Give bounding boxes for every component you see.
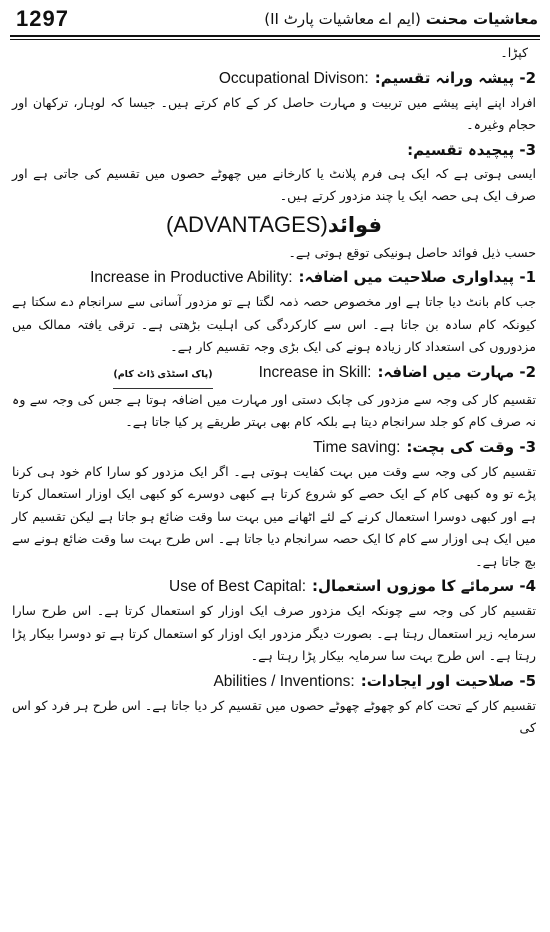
- heading-english: Time saving:: [313, 438, 401, 456]
- book-title: معاشیات محنت: [425, 10, 538, 28]
- intro-line: کپڑا۔: [500, 45, 528, 60]
- advantages-title-english: (ADVANTAGES): [166, 211, 328, 237]
- book-subtitle: (ایم اے معاشیات پارٹ II): [264, 10, 421, 28]
- heading-urdu: 1- پیداواری صلاحیت میں اضافہ:: [298, 268, 536, 286]
- header-rule: [10, 35, 540, 37]
- heading-urdu: 2- پیشہ ورانہ تقسیم:: [374, 68, 536, 87]
- heading-productive-ability: [12, 264, 536, 291]
- heading-english: Increase in Productive Ability:: [90, 269, 293, 286]
- heading-english: Occupational Divison:: [218, 69, 369, 87]
- paragraph-time-saving: تقسیم کار کی وجہ سے وقت میں بہت کفایت ہوتی ہے۔ اگر ایک مزدور کو سارا کام خود ہی کرنا پڑے تو وہ کبھی کام کے ایک حصے کو شروع کرتا ہے کبھی دوسرے کو کبھی ایک اوزار استعمال کرتا ہے اور کبھی دوسرا استعمال کرنے کے لئے اٹھانے میں بہت سا وقت ضائع ہو جاتا ہے لیکن تقسیم کار میں ایک ہی اوزار سے کام کا ایک حصہ سرانجام دیا جاتا ہے۔ اس طرح بہت سا وقت ضائع ہونے سے بچ جاتا ہے۔: [12, 463, 536, 569]
- heading-best-capital: [12, 573, 536, 600]
- paragraph-complex-division: ایسی ہوتی ہے کہ ایک ہی فرم پلانٹ یا کارخانے میں چھوٹے حصوں میں تقسیم کی جاتی ہے اور صرف ایک ہی حصہ ایک یا چند مزدور کرتے ہیں۔: [12, 165, 536, 203]
- page-number: 1297: [16, 6, 69, 31]
- advantages-intro: حسب ذیل فوائد حاصل ہونیکی توقع ہوتی ہے۔: [288, 244, 536, 260]
- heading-occupational-division: [12, 65, 536, 92]
- heading-urdu: 5- صلاحیت اور ایجادات:: [360, 671, 536, 690]
- paragraph-skill: تقسیم کار کی وجہ سے مزدور کی چابک دستی اور مہارت میں اضافہ ہوتا ہے جس کی وجہ سے وہ نہ صرف کام کو جلد سرانجام دیتا ہے بلکہ کام بھی بہتر طریقے پر کیا جاتا ہے۔: [12, 391, 536, 429]
- heading-urdu: 2- مہارت میں اضافہ:: [377, 362, 536, 381]
- heading-complex-division: [12, 137, 536, 163]
- header-rule-thin: [10, 39, 540, 40]
- heading-skill: [12, 359, 536, 389]
- paragraph-best-capital: تقسیم کار کی وجہ سے چونکہ ایک مزدور صرف ایک اوزار کو استعمال کرتا ہے۔ اس طرح سارا سرمایہ زیر استعمال رہتا ہے۔ بصورت دیگر مزدور ایک اوزار کو استعمال کرتا ہے تو دوسرا بیکار پڑا رہتا ہے۔ اس طرح بہت سا سرمایہ بیکار پڑا رہتا ہے۔: [12, 603, 536, 663]
- website-stamp: (پاک اسٹڈی ڈاٹ کام): [113, 362, 212, 389]
- page-content: [12, 42, 536, 740]
- heading-english: Abilities / Inventions:: [213, 672, 355, 690]
- page-header: [10, 4, 540, 38]
- advantages-title: [12, 208, 536, 242]
- heading-english: Increase in Skill:: [258, 363, 372, 381]
- paragraph-occupational-division: افراد اپنے اپنے پیشے میں تربیت و مہارت حاصل کر کے کام کرتے ہیں۔ جیسا کہ لوہار، ترکھان اور حجام وغیرہ۔: [12, 94, 536, 132]
- heading-abilities-inventions: [12, 668, 536, 695]
- paragraph-productive-ability: جب کام بانٹ دیا جاتا ہے اور مخصوص حصہ ذمہ لگتا ہے تو مزدور آسانی سے سرانجام دے سکتا ہے کیونکہ کام سادہ بن جاتا ہے۔ اس سے کارکردگی کی اہلیت بڑھتی ہے۔ ترقی یافتہ ممالک میں مزدوروں کی استعداد کار زیادہ ہونے کی ایک بڑی وجہ تقسیم کار ہے۔: [12, 294, 536, 354]
- heading-english: Use of Best Capital:: [169, 578, 307, 595]
- heading-urdu: 3- پیچیدہ تقسیم:: [407, 140, 536, 159]
- heading-urdu: 4- سرمائے کا موزوں استعمال:: [312, 577, 536, 595]
- heading-time-saving: [12, 434, 536, 461]
- paragraph-abilities-inventions: تقسیم کار کے تحت کام کو چھوٹے چھوٹے حصوں میں تقسیم کر دیا جاتا ہے۔ اس طرح ہر فرد کو اس کی: [12, 697, 536, 735]
- advantages-title-urdu: فوائد: [327, 212, 382, 237]
- running-title: [264, 10, 538, 28]
- heading-urdu: 3- وقت کی بچت:: [406, 437, 536, 456]
